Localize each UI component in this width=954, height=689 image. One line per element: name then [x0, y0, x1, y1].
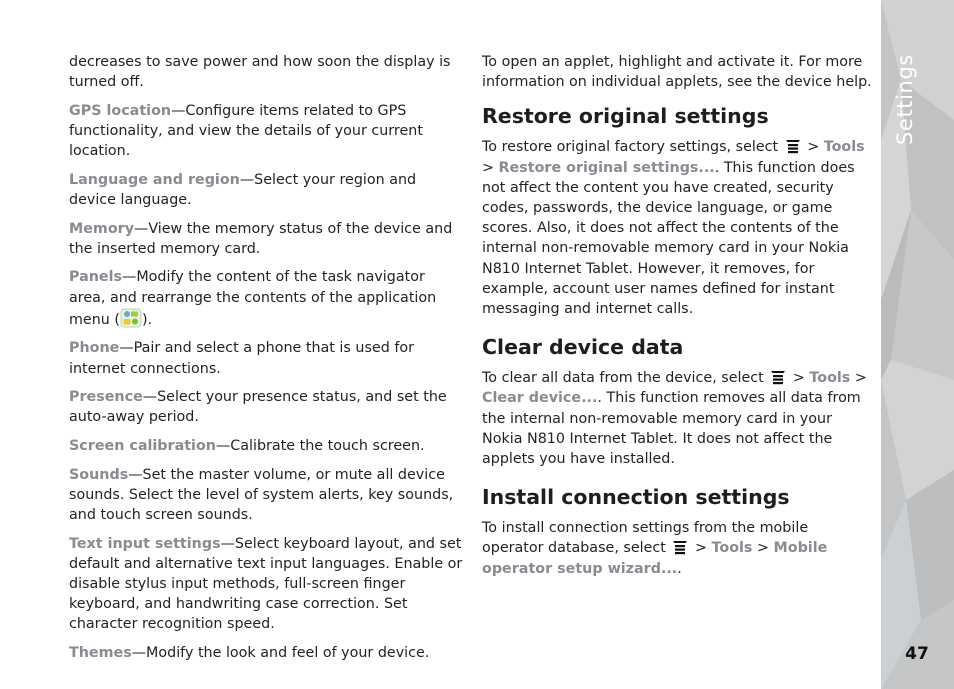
list-item [69, 101, 465, 162]
item-text: —Modify the look and feel of your device. [131, 644, 430, 661]
menu-separator: > [850, 370, 867, 387]
list-item [69, 338, 465, 378]
menu-path-clear: Clear device... [482, 390, 598, 407]
item-term: Presence [69, 389, 143, 406]
item-term: Memory [69, 220, 135, 237]
item-text: —Modify the content of the task navigator area, and rearrange the contents of the application menu ( [69, 269, 437, 328]
item-term: Panels [69, 269, 123, 286]
section-heading-install: Install connection settings [482, 485, 790, 510]
item-term: Screen calibration [69, 437, 216, 454]
page-number: 47 [905, 644, 929, 664]
sidebar-title: Settings [893, 54, 917, 145]
section-text: . [677, 560, 682, 577]
menu-icon [785, 138, 801, 154]
list-item [69, 643, 465, 663]
item-term: GPS location [69, 102, 172, 119]
section-text: To clear all data from the device, select [482, 370, 764, 387]
menu-path-restore: Restore original settings... [498, 159, 715, 176]
item-text: —Pair and select a phone that is used for internet connections. [69, 340, 414, 377]
section-text: To restore original factory settings, select [482, 139, 779, 156]
item-text: —Set the master volume, or mute all device sounds. Select the level of system alerts, key sounds, and touch screen sounds. [69, 466, 454, 523]
menu-path-tools: Tools [711, 540, 753, 557]
section-heading-restore: Restore original settings [482, 104, 769, 129]
list-item [69, 267, 465, 330]
item-text: —Select your presence status, and set the auto-away period. [69, 389, 447, 426]
item-text-after-icon: ). [141, 311, 153, 328]
section-body-restore [482, 137, 874, 319]
menu-icon [672, 539, 688, 555]
section-body-install [482, 518, 874, 579]
right-column [482, 52, 874, 587]
section-text: . This function does not affect the content you have created, security codes, passwords, the device language, or game scores. Also, it does not affect the contents of the internal non-removable memory card in your Nokia N810 Internet Tablet. However, it removes, for example, account user names defined for instant messaging and internet calls. [482, 159, 855, 318]
menu-path-wizard: Mobile operator setup wizard... [482, 540, 828, 577]
list-item [69, 465, 465, 526]
list-item [69, 534, 465, 635]
section-text: To install connection settings from the mobile operator database, select [482, 520, 809, 557]
item-text: —View the memory status of the device and the inserted memory card. [69, 220, 453, 257]
left-column [69, 52, 465, 672]
item-text: —Calibrate the touch screen. [215, 437, 425, 454]
list-item [69, 436, 465, 456]
menu-icon [770, 369, 786, 385]
left-intro: decreases to save power and how soon the display is turned off. [69, 54, 451, 91]
list-item [69, 170, 465, 210]
application-menu-icon [120, 308, 142, 328]
menu-separator: > [752, 540, 774, 557]
item-text: —Select your region and device language. [69, 171, 417, 208]
list-item [69, 387, 465, 427]
right-intro: To open an applet, highlight and activate it. For more information on individual applets, see the device help. [482, 54, 872, 91]
item-term: Language and region [69, 171, 240, 188]
menu-separator: > [788, 370, 810, 387]
menu-path-tools: Tools [809, 370, 851, 387]
list-item [69, 219, 465, 259]
item-text: —Select keyboard layout, and set default and alternative text input languages. Enable or disable stylus input methods, full-screen finger keyboard, and handwriting case correction. Set character recognition speed. [69, 535, 463, 633]
section-heading-clear: Clear device data [482, 335, 684, 360]
menu-separator: > [802, 139, 824, 156]
section-body-clear [482, 368, 874, 469]
item-text: —Configure items related to GPS functionality, and view the details of your current location. [69, 102, 423, 160]
menu-separator: > [690, 540, 712, 557]
menu-path-tools: Tools [823, 139, 865, 156]
item-term: Themes [69, 644, 132, 661]
item-term: Sounds [69, 466, 129, 483]
section-text: . This function removes all data from the internal non-removable memory card in your Nokia N810 Internet Tablet. It does not affect the applets you have installed. [482, 390, 861, 468]
item-term: Text input settings [69, 535, 221, 552]
menu-separator: > [482, 159, 499, 176]
item-term: Phone [69, 340, 120, 357]
